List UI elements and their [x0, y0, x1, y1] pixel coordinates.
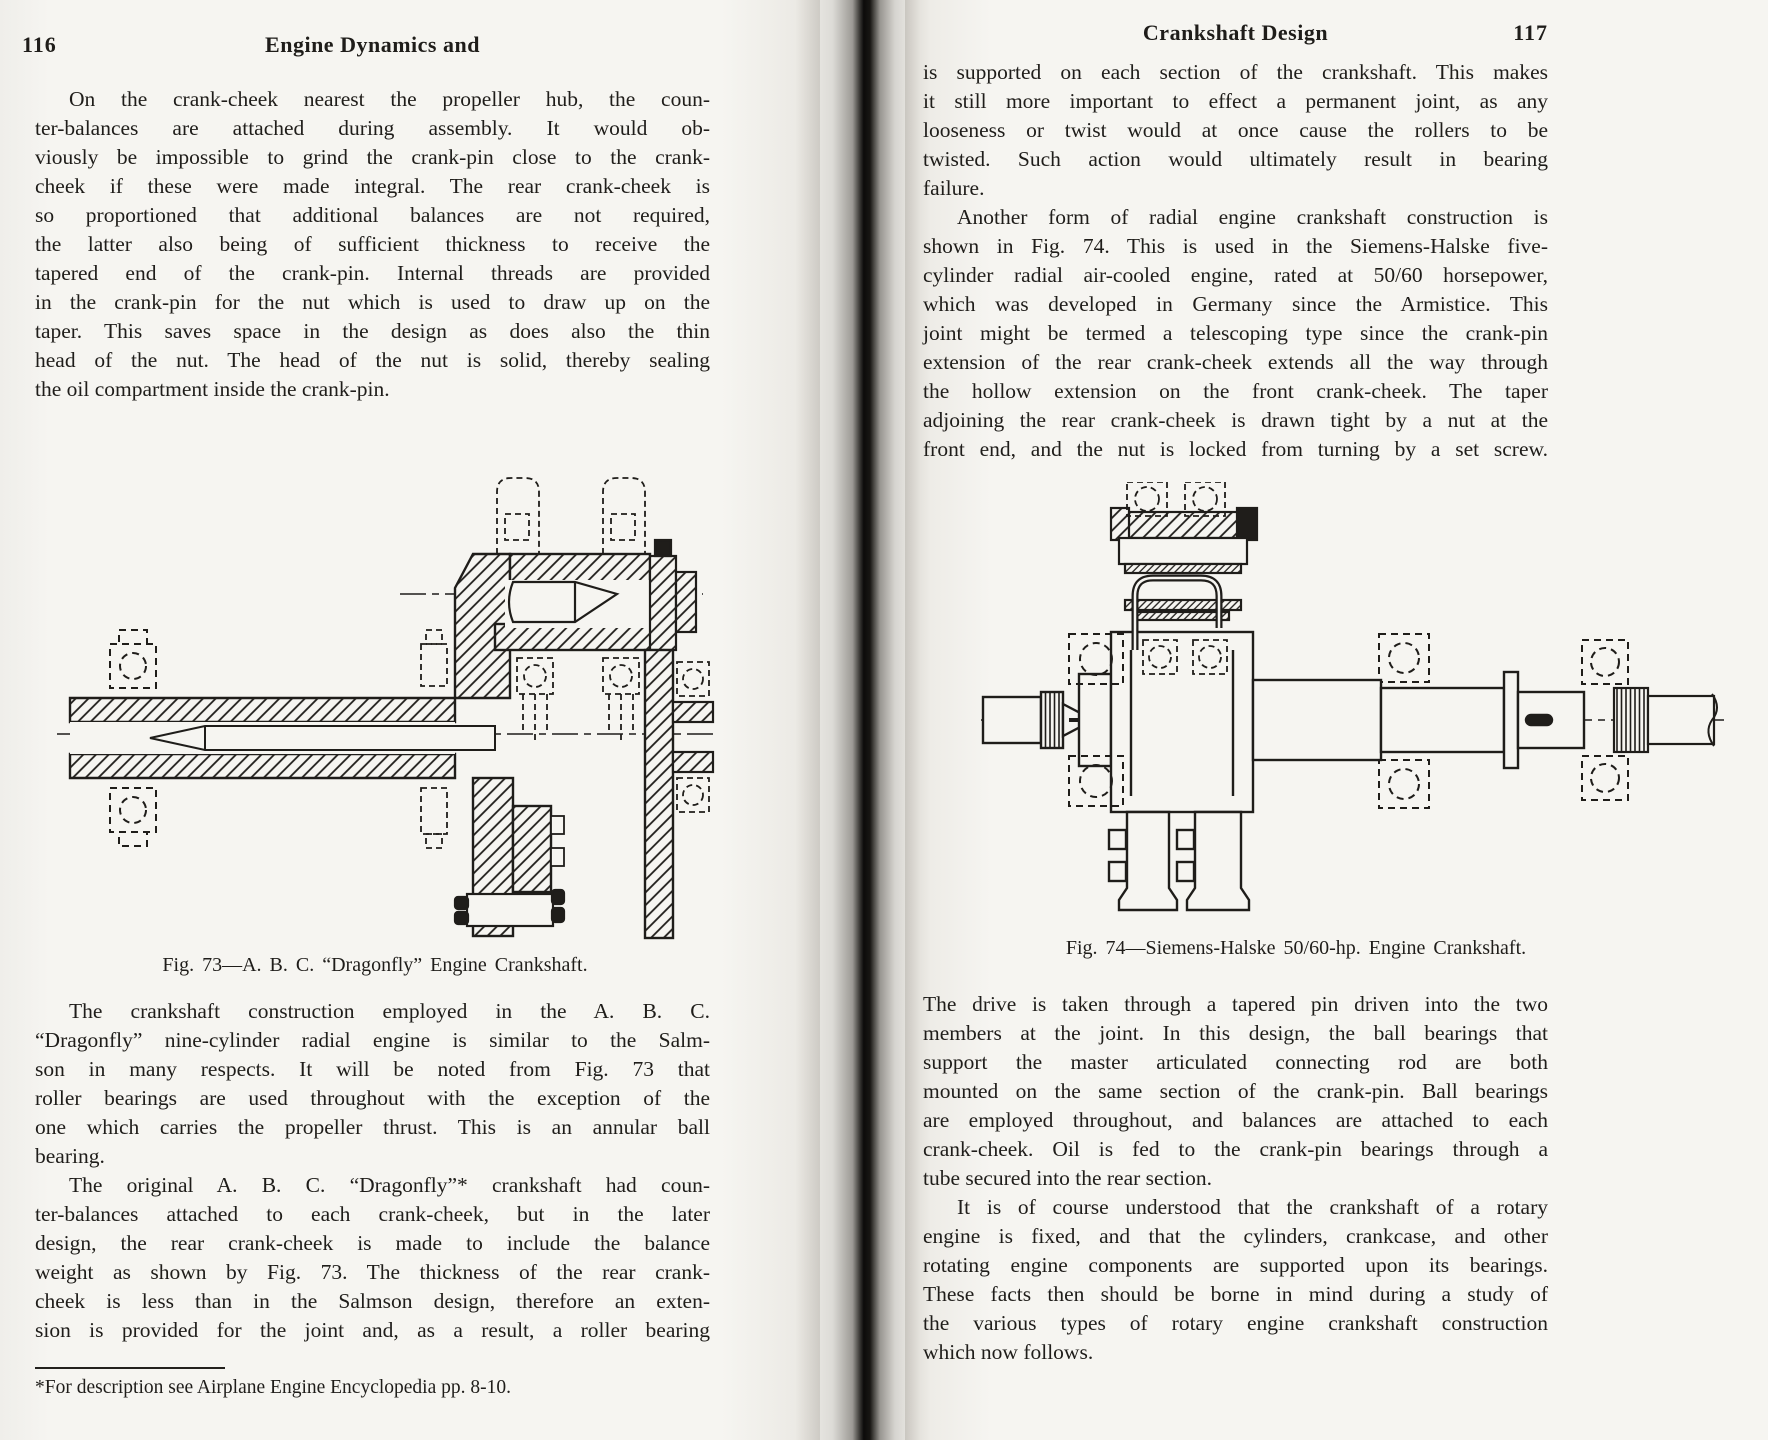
text-line: which was developed in Germany since the Armistice. This	[923, 292, 1548, 316]
text-line: “Dragonfly” nine-cylinder radial engine is similar to the Salm-	[35, 1028, 710, 1052]
text-line: son in many respects. It will be noted from Fig. 73 that	[35, 1057, 710, 1081]
text-line: joint might be termed a telescoping type since the crank-pin	[923, 321, 1548, 345]
text-line: so proportioned that additional balances are not required,	[35, 203, 710, 227]
figure-73	[55, 476, 715, 979]
text-line: tube secured into the rear section.	[923, 1166, 1212, 1190]
text-line: cheek if these were made integral. The rear crank-cheek is	[35, 174, 710, 198]
text-line: weight as shown by Fig. 73. The thickness of the rear crank-	[35, 1260, 710, 1284]
left-text-column	[0, 85, 710, 1401]
text-line: in the crank-pin for the nut which is used to draw up on the	[35, 290, 710, 314]
figure-73-caption: Fig. 73—A. B. C. “Dragonfly” Engine Crankshaft.	[162, 954, 588, 976]
figure-74	[981, 482, 1726, 962]
text-line: On the crank-cheek nearest the propeller hub, the coun-	[69, 87, 710, 111]
text-line: twisted. Such action would ultimately result in bearing	[923, 147, 1548, 171]
left-page	[0, 0, 820, 1440]
figure-74-caption: Fig. 74—Siemens-Halske 50/60-hp. Engine Crankshaft.	[1065, 937, 1527, 959]
paragraph	[923, 203, 1548, 464]
text-line: tapered end of the crank-pin. Internal threads are provided	[35, 261, 710, 285]
right-page-number: 117	[1513, 20, 1548, 45]
text-line: the various types of rotary engine crankshaft construction	[923, 1311, 1548, 1335]
figure-74-drawing	[981, 482, 1726, 927]
text-line: support the master articulated connecting rod are both	[923, 1050, 1548, 1074]
figure-73-drawing	[55, 476, 715, 946]
text-line: viously be impossible to grind the crank-pin close to the crank-	[35, 145, 710, 169]
text-line: mounted on the same section of the crank-pin. Ball bearings	[923, 1079, 1548, 1103]
text-line: the latter also being of sufficient thickness to receive the	[35, 232, 710, 256]
text-line: failure.	[923, 176, 985, 200]
left-page-header	[0, 0, 820, 70]
left-running-head: Engine Dynamics and	[265, 32, 480, 57]
text-line: Another form of radial engine crankshaft construction is	[957, 205, 1548, 229]
text-line: extension of the rear crank-cheek extends all the way through	[923, 350, 1548, 374]
text-line: The original A. B. C. “Dragonfly”* crankshaft had coun-	[69, 1173, 710, 1197]
text-line: head of the nut. The head of the nut is solid, thereby sealing	[35, 348, 710, 372]
text-line: roller bearings are used throughout with the exception of the	[35, 1086, 710, 1110]
text-line: cylinder radial air-cooled engine, rated at 50/60 horsepower,	[923, 263, 1548, 287]
text-line: is supported on each section of the crankshaft. This makes	[923, 60, 1548, 84]
footnote-rule	[35, 1367, 225, 1369]
text-line: sion is provided for the joint and, as a result, a roller bearing	[35, 1318, 710, 1342]
text-line: rotating engine components are supported upon its bearings.	[923, 1253, 1548, 1277]
text-line: adjoining the rear crank-cheek is drawn tight by a nut at the	[923, 408, 1548, 432]
text-line: engine is fixed, and that the cylinders, crankcase, and other	[923, 1224, 1548, 1248]
text-line: members at the joint. In this design, the ball bearings that	[923, 1021, 1548, 1045]
book-gutter-shadow	[795, 0, 920, 1440]
text-line: one which carries the propeller thrust. This is an annular ball	[35, 1115, 710, 1139]
text-line: which now follows.	[923, 1340, 1094, 1364]
text-line: looseness or twist would at once cause the rollers to be	[923, 118, 1548, 142]
footnote	[35, 1367, 710, 1401]
paragraph	[923, 1193, 1548, 1367]
right-text-column	[905, 58, 1548, 1367]
text-line: taper. This saves space in the design as does also the thin	[35, 319, 710, 343]
text-line: ter-balances attached to each crank-cheek, but in the later	[35, 1202, 710, 1226]
text-line: cheek is less than in the Salmson design, therefore an exten-	[35, 1289, 710, 1313]
text-line: the hollow extension on the front crank-cheek. The taper	[923, 379, 1548, 403]
paragraph	[923, 990, 1548, 1193]
text-line: shown in Fig. 74. This is used in the Siemens-Halske five-	[923, 234, 1548, 258]
right-running-head: Crankshaft Design	[1142, 20, 1329, 45]
paragraph	[35, 85, 710, 404]
text-line: the oil compartment inside the crank-pin.	[35, 377, 390, 401]
text-line: The drive is taken through a tapered pin driven into the two	[923, 992, 1548, 1016]
footnote-text: *For description see Airplane Engine Encyclopedia pp. 8-10.	[35, 1377, 511, 1398]
text-line: crank-cheek. Oil is fed to the crank-pin bearings through a	[923, 1137, 1548, 1161]
text-line: ter-balances are attached during assembly. It would ob-	[35, 116, 710, 140]
text-line: It is of course understood that the crankshaft of a rotary	[957, 1195, 1548, 1219]
text-line: These facts then should be borne in mind during a study of	[923, 1282, 1548, 1306]
right-page	[905, 0, 1768, 1440]
paragraph	[35, 1171, 710, 1345]
text-line: bearing.	[35, 1144, 105, 1168]
text-line: The crankshaft construction employed in the A. B. C.	[69, 999, 710, 1023]
text-line: it still more important to effect a permanent joint, as any	[923, 89, 1548, 113]
paragraph	[923, 58, 1548, 203]
text-line: design, the rear crank-cheek is made to include the balance	[35, 1231, 710, 1255]
text-line: front end, and the nut is locked from turning by a set screw.	[923, 437, 1548, 461]
text-line: are employed throughout, and balances are attached to each	[923, 1108, 1548, 1132]
left-page-number: 116	[22, 32, 57, 57]
paragraph	[35, 997, 710, 1171]
